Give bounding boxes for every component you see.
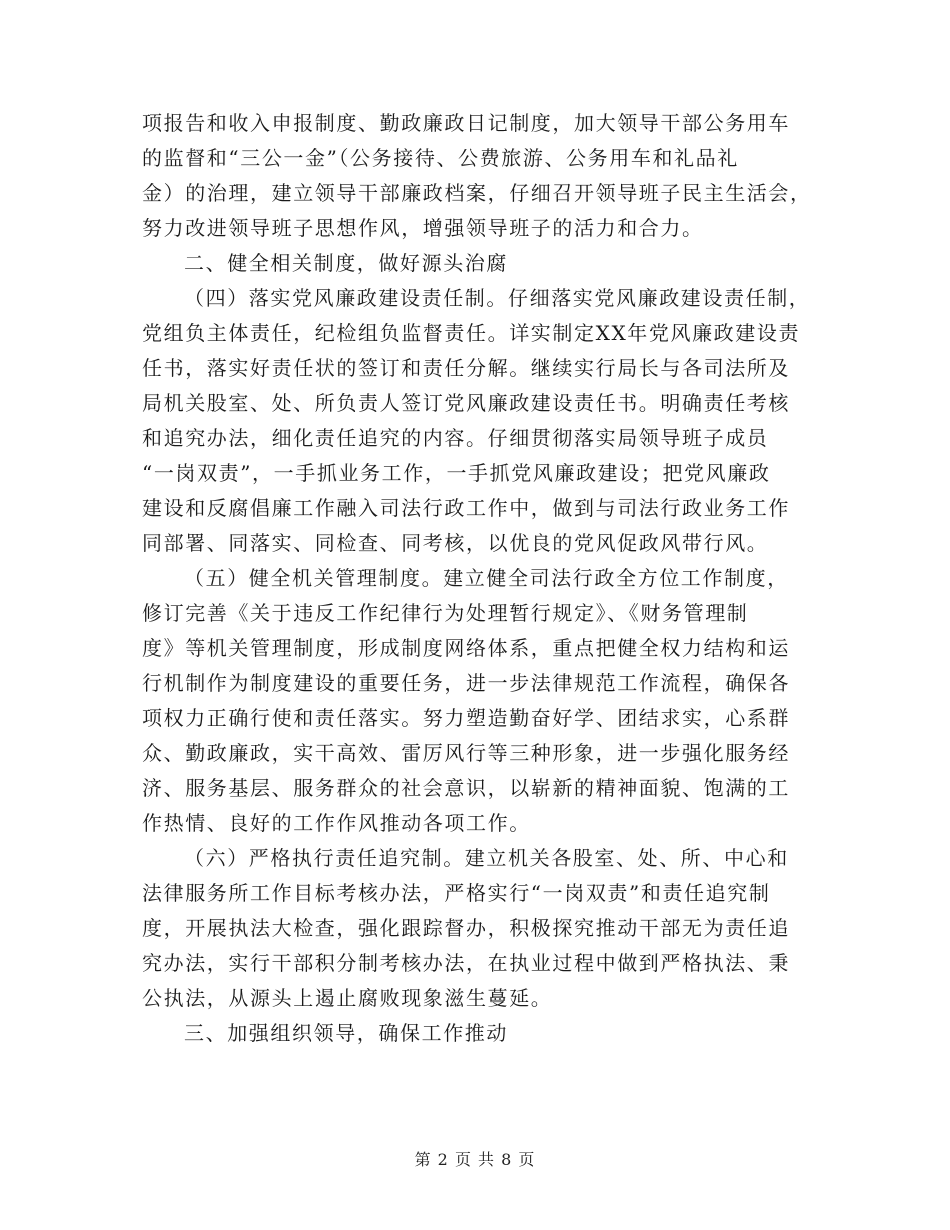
text-line: 金）的治理，建立领导干部廉政档案，仔细召开领导班子民主生活会， (142, 181, 812, 205)
text-line: 党组负主体责任，纪检组负监督责任。详实制定XX年党风廉政建设责 (142, 321, 801, 345)
text-line: 项权力正确行使和责任落实。努力塑造勤奋好学、团结求实，心系群 (142, 706, 790, 730)
text-line: 作热情、良好的工作作风推动各项工作。 (142, 811, 531, 835)
text-line: 二、健全相关制度，做好源头治腐 (184, 251, 508, 275)
text-line: “一岗双责”，一手抓业务工作，一手抓党风廉政建设；把党风廉政 (142, 461, 771, 485)
text-line: 度，开展执法大检查，强化跟踪督办，积极探究推动干部无为责任追 (142, 916, 790, 940)
text-line: 修订完善《关于违反工作纪律行为处理暂行规定》、《财务管理制 (142, 601, 749, 625)
text-line: 的监督和“三公一金”（公务接待、公费旅游、公务用车和礼品礼 (142, 146, 739, 170)
text-line: 济、服务基层、服务群众的社会意识，以崭新的精神面貌、饱满的工 (142, 776, 790, 800)
text-line: 法律服务所工作目标考核办法，严格实行“一岗双责”和责任追究制 (142, 881, 771, 905)
text-line: 任书，落实好责任状的签订和责任分解。继续实行局长与各司法所及 (142, 356, 790, 380)
text-line: 同部署、同落实、同检查、同考核，以优良的党风促政风带行风。 (142, 531, 769, 555)
text-line: （六）严格执行责任追究制。建立机关各股室、处、所、中心和 (184, 846, 789, 870)
text-line: 项报告和收入申报制度、勤政廉政日记制度，加大领导干部公务用车 (142, 111, 790, 135)
text-line: 究办法，实行干部积分制考核办法，在执业过程中做到严格执法、秉 (142, 951, 790, 975)
page-footer: 第 2 页 共 8 页 (414, 1150, 536, 1169)
text-line: 努力改进领导班子思想作风，增强领导班子的活力和合力。 (142, 216, 704, 240)
text-line: 度》等机关管理制度，形成制度网络体系，重点把健全权力结构和运 (142, 636, 790, 660)
document-body (142, 106, 810, 1051)
text-line: 三、加强组织领导，确保工作推动 (184, 1021, 508, 1045)
text-line: （五）健全机关管理制度。建立健全司法行政全方位工作制度， (184, 566, 789, 590)
text-line: 建设和反腐倡廉工作融入司法行政工作中，做到与司法行政业务工作 (142, 496, 790, 520)
text-line: 和追究办法，细化责任追究的内容。仔细贯彻落实局领导班子成员 (142, 426, 769, 450)
text-line: 公执法，从源头上遏止腐败现象滋生蔓延。 (142, 986, 553, 1010)
text-line: （四）落实党风廉政建设责任制。仔细落实党风廉政建设责任制， (184, 286, 811, 310)
text-line: 行机制作为制度建设的重要任务，进一步法律规范工作流程，确保各 (142, 671, 790, 695)
text-line: 众、勤政廉政，实干高效、雷厉风行等三种形象，进一步强化服务经 (142, 741, 790, 765)
text-line: 局机关股室、处、所负责人签订党风廉政建设责任书。明确责任考核 (142, 391, 790, 415)
